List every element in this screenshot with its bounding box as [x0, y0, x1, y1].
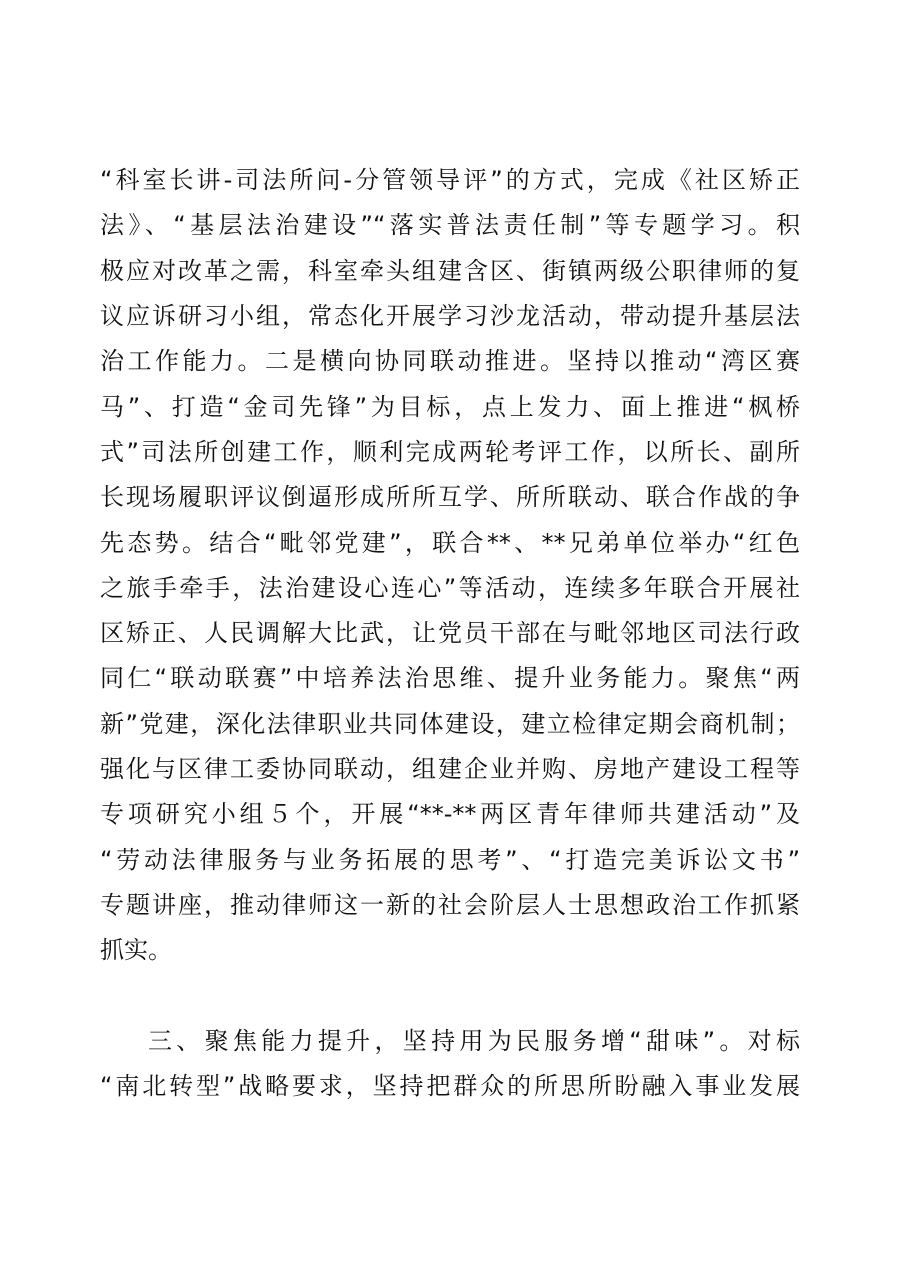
- paragraph-line: 先态势。结合“毗邻党建”，联合**、**兄弟单位举办“红色: [100, 529, 800, 557]
- paragraph-line: 三、聚焦能力提升，坚持用为民服务增“甜味”。对标: [148, 1027, 800, 1055]
- paragraph-line: 之旅手牵手，法治建设心连心”等活动，连续多年联合开展社: [100, 574, 800, 602]
- paragraph-line: “劳动法律服务与业务拓展的思考”、“打造完美诉讼文书”: [100, 846, 800, 874]
- paragraph-line: 极应对改革之需，科室牵头组建含区、街镇两级公职律师的复: [100, 257, 800, 285]
- paragraph-line: 强化与区律工委协同联动，组建企业并购、房地产建设工程等: [100, 755, 800, 783]
- paragraph-line: 专项研究小组５个，开展“**-**两区青年律师共建活动”及: [100, 800, 800, 828]
- paragraph-line: 区矫正、人民调解大比武，让党员干部在与毗邻地区司法行政: [100, 619, 800, 647]
- paragraph-line: 治工作能力。二是横向协同联动推进。坚持以推动“湾区赛: [100, 347, 800, 375]
- paragraph-line: “科室长讲-司法所问-分管领导评”的方式，完成《社区矫正: [100, 166, 800, 194]
- paragraph-line: 式”司法所创建工作，顺利完成两轮考评工作，以所长、副所: [100, 438, 800, 466]
- paragraph-line: “南北转型”战略要求，坚持把群众的所思所盼融入事业发展: [100, 1072, 800, 1100]
- paragraph-line: 马”、打造“金司先锋”为目标，点上发力、面上推进“枫桥: [100, 393, 800, 421]
- paragraph-line: 新”党建，深化法律职业共同体建设，建立检律定期会商机制；: [100, 710, 800, 738]
- paragraph-line: 议应诉研习小组，常态化开展学习沙龙活动，带动提升基层法: [100, 302, 800, 330]
- paragraph-line: 专题讲座，推动律师这一新的社会阶层人士思想政治工作抓紧: [100, 891, 800, 919]
- paragraph-line: 同仁“联动联赛”中培养法治思维、提升业务能力。聚焦“两: [100, 664, 800, 692]
- paragraph-line: 抓实。: [100, 936, 172, 964]
- paragraph-line: 法》、“基层法治建设”“落实普法责任制”等专题学习。积: [100, 211, 800, 239]
- paragraph-line: 长现场履职评议倒逼形成所所互学、所所联动、联合作战的争: [100, 483, 800, 511]
